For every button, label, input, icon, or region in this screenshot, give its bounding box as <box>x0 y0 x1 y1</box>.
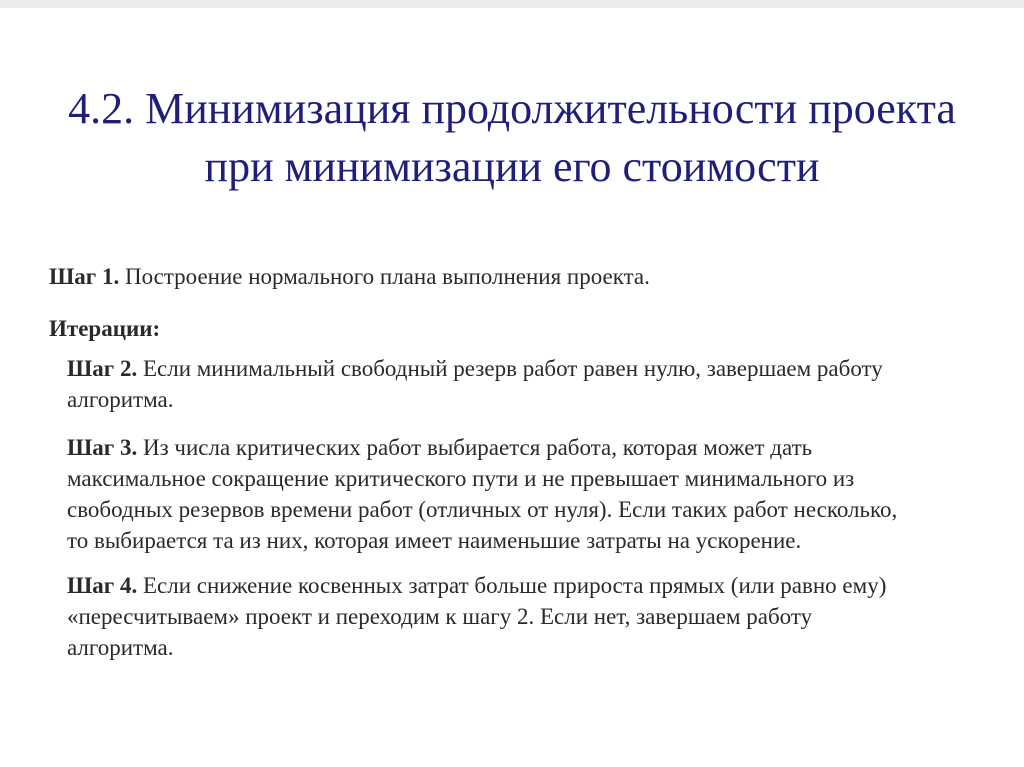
slide-title <box>30 80 994 196</box>
step-2-text-1: Если минимальный свободный резерв работ равен нулю, завершаем работу <box>137 356 883 381</box>
step-2-line-1 <box>67 353 1002 384</box>
top-band <box>0 0 1024 8</box>
step-1-label: Шаг 1. <box>49 264 120 289</box>
step-4-line-1 <box>67 570 1002 601</box>
step-2-paragraph <box>67 353 1002 415</box>
slide-title-line-2: при минимизации его стоимости <box>204 142 820 191</box>
step-1-paragraph <box>49 261 999 292</box>
step-3-label: Шаг 3. <box>67 435 138 460</box>
step-4-paragraph <box>67 570 1002 663</box>
slide-title-line-1: 4.2. Минимизация продолжительности проекта <box>68 84 956 133</box>
step-2-line-2: алгоритма. <box>67 387 174 412</box>
step-3-line-1 <box>67 432 1002 463</box>
step-4-line-3: алгоритма. <box>67 635 174 660</box>
step-3-line-2: максимальное сокращение критического пути и не превышает минимального из <box>67 466 855 491</box>
step-3-paragraph <box>67 432 1002 556</box>
iterations-heading <box>49 313 999 344</box>
step-1-text: Построение нормального плана выполнения проекта. <box>119 264 650 289</box>
step-3-line-4: то выбирается та из них, которая имеет наименьшие затраты на ускорение. <box>67 528 802 553</box>
step-2-label: Шаг 2. <box>67 356 138 381</box>
step-3-text-1: Из числа критических работ выбирается работа, которая может дать <box>137 435 813 460</box>
step-3-line-3: свободных резервов времени работ (отличных от нуля). Если таких работ несколько, <box>67 497 898 522</box>
step-4-label: Шаг 4. <box>67 573 138 598</box>
step-4-line-2: «пересчитываем» проект и переходим к шагу 2. Если нет, завершаем работу <box>67 604 813 629</box>
iterations-label: Итерации: <box>49 316 161 341</box>
step-4-text-1: Если снижение косвенных затрат больше прироста прямых (или равно ему) <box>137 573 887 598</box>
